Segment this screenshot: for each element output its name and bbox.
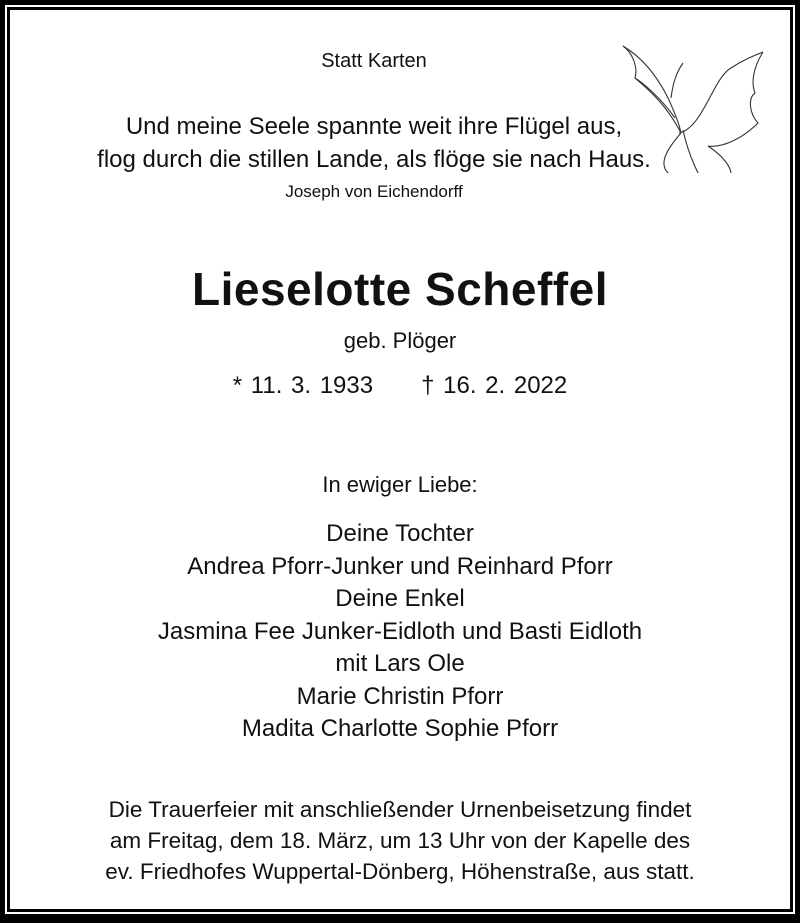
outer-border bbox=[5, 5, 795, 914]
butterfly-icon bbox=[613, 38, 773, 173]
ceremony-line: ev. Friedhofes Wuppertal-Dönberg, Höhenstraße, aus statt. bbox=[105, 859, 695, 884]
mourners-list bbox=[10, 518, 790, 746]
life-dates bbox=[10, 372, 790, 400]
mourner-line: Jasmina Fee Junker-Eidloth und Basti Eidloth bbox=[157, 617, 643, 645]
mourner-line: Deine Tochter bbox=[326, 520, 474, 547]
birth-date: * 11. 3. 1933 bbox=[232, 372, 374, 399]
death-date: † 16. 2. 2022 bbox=[421, 372, 568, 399]
mourner-line: mit Lars Ole bbox=[335, 650, 465, 677]
ceremony-info bbox=[10, 794, 790, 887]
mourners-intro: In ewiger Liebe: bbox=[322, 472, 478, 497]
obituary-card bbox=[7, 7, 793, 912]
poem-author: Joseph von Eichendorff bbox=[285, 182, 463, 201]
mourner-line: Madita Charlotte Sophie Pforr bbox=[241, 715, 559, 742]
poem-line: flog durch die stillen Lande, als flöge sie nach Haus. bbox=[97, 146, 651, 173]
ceremony-line: Die Trauerfeier mit anschließender Urnenbeisetzung findet bbox=[108, 797, 692, 822]
ceremony-line: am Freitag, dem 18. März, um 13 Uhr von der Kapelle des bbox=[109, 828, 691, 853]
maiden-name: geb. Plöger bbox=[343, 328, 457, 353]
deceased-name: Lieselotte Scheffel bbox=[192, 263, 608, 315]
statt-karten-label: Statt Karten bbox=[321, 50, 427, 72]
mourner-line: Marie Christin Pforr bbox=[296, 682, 504, 710]
mourner-line: Andrea Pforr-Junker und Reinhard Pforr bbox=[187, 552, 613, 580]
poem-line: Und meine Seele spannte weit ihre Flügel aus, bbox=[125, 113, 623, 140]
mourner-line: Deine Enkel bbox=[335, 585, 465, 612]
